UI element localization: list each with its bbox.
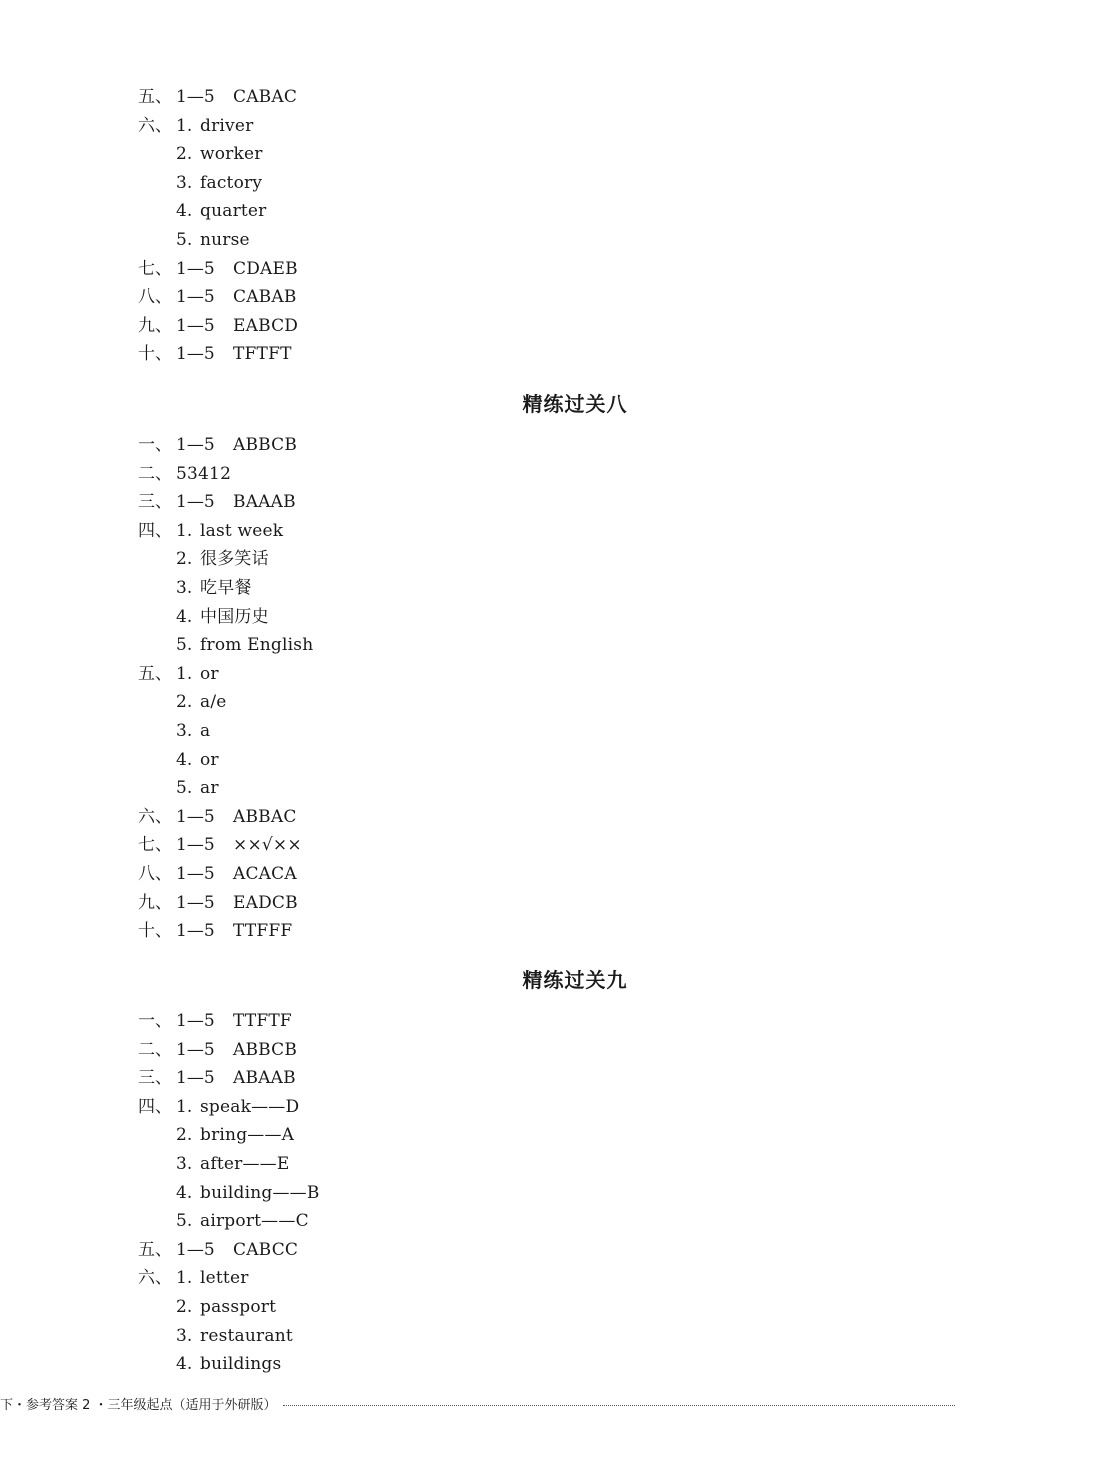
- answer-line: [138, 831, 313, 860]
- item-number: 4.: [176, 201, 193, 222]
- answer-section-continued: [138, 83, 298, 369]
- question-label: 七、: [138, 258, 172, 279]
- question-label: 四、: [138, 520, 172, 541]
- item-number: 5.: [176, 1211, 193, 1232]
- answer-line: [138, 917, 313, 946]
- answer-line: [138, 1036, 320, 1065]
- question-label: 五、: [138, 1239, 172, 1260]
- answer-line: [138, 1179, 320, 1208]
- answer-line: [138, 1293, 320, 1322]
- question-label: 一、: [138, 435, 172, 455]
- item-number: 4.: [176, 749, 193, 770]
- question-range: 1—5: [176, 1011, 215, 1031]
- answer-line: [138, 312, 298, 341]
- answer-text: factory: [200, 172, 263, 193]
- question-label: 三、: [138, 1068, 172, 1089]
- item-number: 2.: [176, 144, 193, 165]
- question-range: 1—5: [176, 87, 215, 107]
- question-range: 1—5: [176, 863, 215, 884]
- item-number: 5.: [176, 229, 193, 250]
- item-number: 3.: [176, 1153, 193, 1174]
- question-label: 十、: [138, 921, 172, 942]
- item-number: 4.: [176, 1182, 193, 1203]
- answer-line: [138, 1007, 320, 1036]
- question-range: 1—5: [176, 435, 215, 455]
- answer-text: letter: [200, 1268, 249, 1289]
- section-heading-nine: 精练过关九: [522, 968, 628, 992]
- answer-text: bring——A: [200, 1125, 295, 1146]
- question-range: 1—5: [176, 892, 215, 913]
- answer-line: [138, 1093, 320, 1122]
- question-range: 1—5: [176, 258, 215, 279]
- answer-text: TTFTF: [233, 1011, 292, 1031]
- answer-line: [138, 717, 313, 746]
- answer-text: ACACA: [233, 863, 297, 884]
- question-label: 八、: [138, 287, 172, 308]
- answer-text: ××√××: [233, 835, 302, 856]
- answer-text: EABCD: [233, 315, 299, 336]
- question-label: 六、: [138, 1268, 172, 1289]
- answer-text: 53412: [176, 463, 232, 484]
- item-number: 3.: [176, 577, 193, 598]
- question-range: 1—5: [176, 921, 215, 942]
- answer-text: ar: [200, 778, 219, 799]
- answer-text: ABBCB: [233, 1039, 298, 1060]
- answer-text: quarter: [200, 201, 267, 222]
- answer-line: [138, 431, 313, 460]
- question-label: 三、: [138, 492, 172, 513]
- answer-text: ABAAB: [233, 1068, 296, 1089]
- question-label: 二、: [138, 463, 172, 484]
- answer-text: ABBCB: [233, 435, 298, 455]
- footer-text: 下・参考答案 2 ・三年级起点（适用于外研版）: [0, 1397, 277, 1413]
- answer-line: [138, 1064, 320, 1093]
- answer-line: [138, 1350, 320, 1379]
- question-range: 1—5: [176, 806, 215, 827]
- answer-line: [138, 688, 313, 717]
- answer-text: ABBAC: [233, 806, 297, 827]
- answer-text: after——E: [200, 1153, 290, 1174]
- answer-line: [138, 517, 313, 546]
- answer-line: [138, 774, 313, 803]
- answer-text: CDAEB: [233, 258, 298, 279]
- answer-section-nine: [138, 1007, 320, 1379]
- question-range: 1—5: [176, 835, 215, 856]
- item-number: 1.: [176, 1268, 193, 1289]
- answer-line: [138, 574, 313, 603]
- answer-text: 吃早餐: [200, 577, 252, 598]
- answer-line: [138, 340, 298, 369]
- answer-text: TFTFT: [233, 344, 292, 365]
- item-number: 3.: [176, 720, 193, 741]
- question-range: 1—5: [176, 287, 215, 308]
- answer-line: [138, 1121, 320, 1150]
- answer-line: [138, 746, 313, 775]
- answer-text: a: [200, 720, 211, 741]
- item-number: 2.: [176, 549, 193, 570]
- item-number: 2.: [176, 1296, 193, 1317]
- answer-text: nurse: [200, 229, 250, 250]
- answer-text: last week: [200, 520, 284, 541]
- question-range: 1—5: [176, 1039, 215, 1060]
- item-number: 1.: [176, 520, 193, 541]
- answer-line: [138, 660, 313, 689]
- answer-line: [138, 197, 298, 226]
- answer-line: [138, 112, 298, 141]
- answer-line: [138, 1236, 320, 1265]
- question-label: 九、: [138, 315, 172, 336]
- answer-text: TTFFF: [233, 921, 293, 942]
- item-number: 5.: [176, 778, 193, 799]
- question-label: 十、: [138, 344, 172, 365]
- answer-text: or: [200, 663, 219, 684]
- item-number: 2.: [176, 692, 193, 713]
- answer-text: CABCC: [233, 1239, 299, 1260]
- question-range: 1—5: [176, 344, 215, 365]
- answer-text: or: [200, 749, 219, 770]
- answer-text: CABAB: [233, 287, 297, 308]
- question-label: 五、: [138, 663, 172, 684]
- item-number: 4.: [176, 1354, 193, 1375]
- question-range: 1—5: [176, 315, 215, 336]
- question-label: 九、: [138, 892, 172, 913]
- answer-text: building——B: [200, 1182, 320, 1203]
- answer-line: [138, 283, 298, 312]
- question-range: 1—5: [176, 492, 215, 513]
- item-number: 2.: [176, 1125, 193, 1146]
- answer-line: [138, 255, 298, 284]
- answer-line: [138, 1264, 320, 1293]
- item-number: 3.: [176, 1325, 193, 1346]
- answer-line: [138, 803, 313, 832]
- answer-text: a/e: [200, 692, 227, 713]
- answer-text: worker: [200, 144, 263, 165]
- question-label: 五、: [138, 87, 172, 107]
- answer-text: buildings: [200, 1354, 282, 1375]
- question-label: 六、: [138, 806, 172, 827]
- question-range: 1—5: [176, 1239, 215, 1260]
- item-number: 5.: [176, 635, 193, 656]
- answer-section-eight: [138, 431, 313, 946]
- answer-text: 中国历史: [200, 606, 269, 627]
- item-number: 1.: [176, 1096, 193, 1117]
- item-number: 1.: [176, 115, 193, 136]
- question-label: 一、: [138, 1011, 172, 1031]
- answer-text: driver: [200, 115, 254, 136]
- question-label: 四、: [138, 1096, 172, 1117]
- answer-line: [138, 1150, 320, 1179]
- item-number: 4.: [176, 606, 193, 627]
- footer-dotted-rule: [283, 1405, 955, 1406]
- answer-text: from English: [200, 635, 314, 656]
- answer-text: speak——D: [200, 1096, 300, 1117]
- page-footer: [0, 1392, 1103, 1414]
- answer-text: EADCB: [233, 892, 298, 913]
- answer-line: [138, 603, 313, 632]
- answer-text: airport——C: [200, 1211, 309, 1232]
- answer-line: [138, 226, 298, 255]
- answer-text: passport: [200, 1296, 277, 1317]
- answer-line: [138, 860, 313, 889]
- question-label: 六、: [138, 115, 172, 136]
- answer-line: [138, 1322, 320, 1351]
- question-range: 1—5: [176, 1068, 215, 1089]
- answer-text: 很多笑话: [200, 549, 269, 570]
- answer-line: [138, 488, 313, 517]
- answer-line: [138, 83, 298, 112]
- answer-line: [138, 169, 298, 198]
- answer-line: [138, 889, 313, 918]
- question-label: 七、: [138, 835, 172, 856]
- answer-text: restaurant: [200, 1325, 293, 1346]
- item-number: 3.: [176, 172, 193, 193]
- answer-line: [138, 1207, 320, 1236]
- section-heading-eight: 精练过关八: [522, 392, 628, 416]
- answer-text: BAAAB: [233, 492, 296, 513]
- answer-text: CABAC: [233, 87, 298, 107]
- item-number: 1.: [176, 663, 193, 684]
- answer-line: [138, 631, 313, 660]
- answer-line: [138, 545, 313, 574]
- question-label: 八、: [138, 863, 172, 884]
- answer-line: [138, 140, 298, 169]
- question-label: 二、: [138, 1039, 172, 1060]
- answer-line: [138, 460, 313, 489]
